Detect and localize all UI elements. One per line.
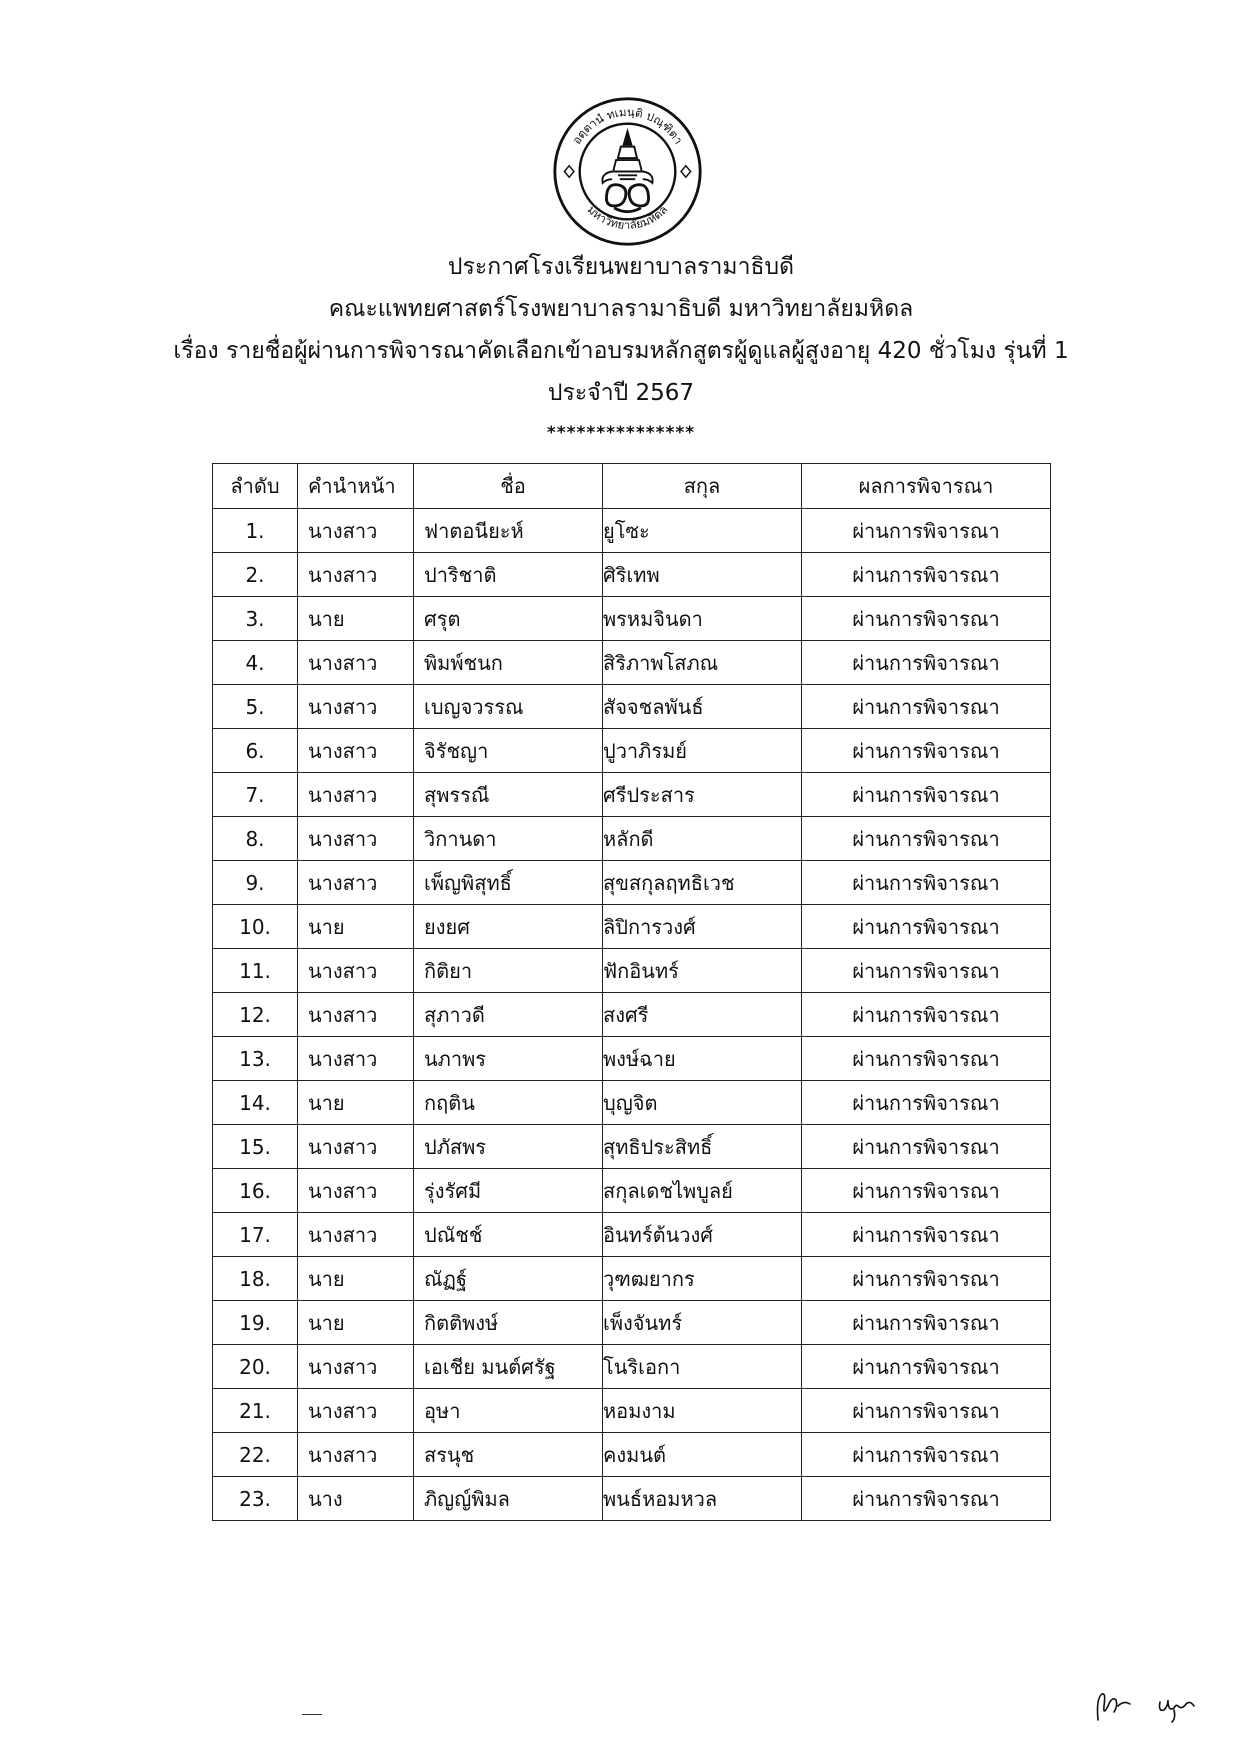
header-year: ประจำปี 2567 (547, 380, 695, 406)
cell-prefix: นางสาว (298, 1169, 414, 1213)
cell-number: 8. (213, 817, 298, 861)
cell-surname: สุขสกุลฤทธิเวช (603, 861, 802, 905)
cell-surname: พรหมจินดา (603, 597, 802, 641)
cell-prefix: นางสาว (298, 1345, 414, 1389)
cell-prefix: นางสาว (298, 1389, 414, 1433)
cell-surname: อินทร์ต้นวงศ์ (603, 1213, 802, 1257)
table-row (213, 1389, 1051, 1433)
cell-result: ผ่านการพิจารณา (802, 1301, 1051, 1345)
table-row (213, 1037, 1051, 1081)
cell-surname: สกุลเดชไพบูลย์ (603, 1169, 802, 1213)
cell-surname: ศิริเทพ (603, 553, 802, 597)
cell-firstname: จิรัชญา (414, 729, 603, 773)
table-row (213, 1213, 1051, 1257)
cell-number: 9. (213, 861, 298, 905)
cell-surname: คงมนต์ (603, 1433, 802, 1477)
table-row (213, 905, 1051, 949)
cell-result: ผ่านการพิจารณา (802, 861, 1051, 905)
table-row (213, 1301, 1051, 1345)
cell-firstname: ศรุต (414, 597, 603, 641)
cell-surname: วุฑฒยากร (603, 1257, 802, 1301)
cell-result: ผ่านการพิจารณา (802, 1389, 1051, 1433)
cell-firstname: พิมพ์ชนก (414, 641, 603, 685)
cell-surname: ปูวาภิรมย์ (603, 729, 802, 773)
cell-number: 1. (213, 509, 298, 553)
cell-result: ผ่านการพิจารณา (802, 641, 1051, 685)
results-table (212, 463, 1051, 1521)
column-header-firstname: ชื่อ (414, 464, 603, 509)
cell-prefix: นาย (298, 597, 414, 641)
cell-number: 3. (213, 597, 298, 641)
university-seal-logo (551, 95, 704, 248)
cell-number: 5. (213, 685, 298, 729)
cell-surname: หอมงาม (603, 1389, 802, 1433)
cell-result: ผ่านการพิจารณา (802, 553, 1051, 597)
cell-number: 22. (213, 1433, 298, 1477)
header-line-1: ประกาศโรงเรียนพยาบาลรามาธิบดี (447, 254, 795, 280)
cell-number: 15. (213, 1125, 298, 1169)
cell-result: ผ่านการพิจารณา (802, 773, 1051, 817)
cell-prefix: นางสาว (298, 685, 414, 729)
svg-text:มหาวิทยาลัยมหิดล (585, 203, 671, 232)
cell-number: 6. (213, 729, 298, 773)
cell-surname: ศรีประสาร (603, 773, 802, 817)
cell-firstname: กิตติพงษ์ (414, 1301, 603, 1345)
cell-firstname: ปภัสพร (414, 1125, 603, 1169)
header-subject: เรื่อง รายชื่อผู้ผ่านการพิจารณาคัดเลือกเข้าอบรมหลักสูตรผู้ดูแลผู้สูงอายุ 420 ชั่วโมง รุ่นที่ 1 (173, 338, 1069, 364)
cell-firstname: ยงยศ (414, 905, 603, 949)
cell-firstname: ฟาตอนียะห์ (414, 509, 603, 553)
table-row (213, 949, 1051, 993)
column-header-result: ผลการพิจารณา (802, 464, 1051, 509)
cell-number: 10. (213, 905, 298, 949)
cell-number: 16. (213, 1169, 298, 1213)
cell-result: ผ่านการพิจารณา (802, 1433, 1051, 1477)
seal-motto-text: อตฺตานํ ทเมนฺติ ปณฺฑิตา (569, 104, 686, 147)
cell-number: 18. (213, 1257, 298, 1301)
cell-number: 21. (213, 1389, 298, 1433)
cell-prefix: นางสาว (298, 641, 414, 685)
cell-surname: เพ็งจันทร์ (603, 1301, 802, 1345)
cell-number: 20. (213, 1345, 298, 1389)
table-row (213, 685, 1051, 729)
table-row (213, 817, 1051, 861)
cell-surname: สัจจชลพันธ์ (603, 685, 802, 729)
cell-number: 13. (213, 1037, 298, 1081)
cell-result: ผ่านการพิจารณา (802, 1081, 1051, 1125)
cell-surname: สุทธิประสิทธิ์ (603, 1125, 802, 1169)
table-row (213, 1125, 1051, 1169)
cell-prefix: นาง (298, 1477, 414, 1521)
cell-prefix: นาย (298, 905, 414, 949)
cell-prefix: นาย (298, 1301, 414, 1345)
cell-surname: สงศรี (603, 993, 802, 1037)
seal-university-text: มหาวิทยาลัยมหิดล (584, 202, 671, 232)
table-row (213, 993, 1051, 1037)
cell-surname: พนธ์หอมหวล (603, 1477, 802, 1521)
footer-dash-mark (302, 1714, 322, 1715)
table-row (213, 1433, 1051, 1477)
cell-result: ผ่านการพิจารณา (802, 1169, 1051, 1213)
cell-surname: ยูโซะ (603, 509, 802, 553)
cell-prefix: นางสาว (298, 509, 414, 553)
column-header-prefix: คำนำหน้า (298, 464, 414, 509)
cell-number: 4. (213, 641, 298, 685)
cell-firstname: ปณัชช์ (414, 1213, 603, 1257)
table-row (213, 1169, 1051, 1213)
table-row (213, 1257, 1051, 1301)
cell-firstname: สรนุช (414, 1433, 603, 1477)
cell-prefix: นางสาว (298, 729, 414, 773)
cell-surname: หลักดี (603, 817, 802, 861)
cell-prefix: นาย (298, 1257, 414, 1301)
cell-result: ผ่านการพิจารณา (802, 509, 1051, 553)
cell-number: 11. (213, 949, 298, 993)
cell-number: 17. (213, 1213, 298, 1257)
column-header-number: ลำดับ (213, 464, 298, 509)
table-header-row (213, 464, 1051, 509)
cell-firstname: เบญจวรรณ (414, 685, 603, 729)
cell-firstname: กฤติน (414, 1081, 603, 1125)
cell-prefix: นางสาว (298, 1433, 414, 1477)
cell-number: 23. (213, 1477, 298, 1521)
cell-surname: บุญจิต (603, 1081, 802, 1125)
cell-firstname: อุษา (414, 1389, 603, 1433)
table-row (213, 773, 1051, 817)
cell-surname: พงษ์ฉาย (603, 1037, 802, 1081)
handwritten-signature (1090, 1676, 1220, 1724)
cell-firstname: ภิญญ์พิมล (414, 1477, 603, 1521)
cell-prefix: นางสาว (298, 553, 414, 597)
cell-result: ผ่านการพิจารณา (802, 1037, 1051, 1081)
table-row (213, 641, 1051, 685)
header-separator-stars: *************** (546, 423, 696, 443)
cell-firstname: สุพรรณี (414, 773, 603, 817)
cell-prefix: นางสาว (298, 993, 414, 1037)
cell-firstname: เอเชีย มนต์ศรัฐ (414, 1345, 603, 1389)
cell-firstname: นภาพร (414, 1037, 603, 1081)
cell-result: ผ่านการพิจารณา (802, 1345, 1051, 1389)
cell-surname: ฟักอินทร์ (603, 949, 802, 993)
cell-firstname: ณัฏฐ์ (414, 1257, 603, 1301)
cell-prefix: นางสาว (298, 1213, 414, 1257)
cell-prefix: นางสาว (298, 861, 414, 905)
cell-firstname: ปาริชาติ (414, 553, 603, 597)
cell-surname: ลิปิการวงศ์ (603, 905, 802, 949)
cell-prefix: นางสาว (298, 1037, 414, 1081)
cell-firstname: สุภาวดี (414, 993, 603, 1037)
cell-result: ผ่านการพิจารณา (802, 949, 1051, 993)
announcement-header (0, 246, 1242, 414)
table-row (213, 729, 1051, 773)
table-row (213, 1081, 1051, 1125)
cell-result: ผ่านการพิจารณา (802, 1125, 1051, 1169)
table-row (213, 861, 1051, 905)
cell-result: ผ่านการพิจารณา (802, 597, 1051, 641)
cell-result: ผ่านการพิจารณา (802, 729, 1051, 773)
cell-firstname: รุ่งรัศมี (414, 1169, 603, 1213)
column-header-surname: สกุล (603, 464, 802, 509)
header-line-2: คณะแพทยศาสตร์โรงพยาบาลรามาธิบดี มหาวิทยาลัยมหิดล (328, 296, 914, 322)
cell-prefix: นางสาว (298, 1125, 414, 1169)
cell-number: 19. (213, 1301, 298, 1345)
cell-number: 14. (213, 1081, 298, 1125)
cell-firstname: เพ็ญพิสุทธิ์ (414, 861, 603, 905)
cell-result: ผ่านการพิจารณา (802, 1477, 1051, 1521)
cell-result: ผ่านการพิจารณา (802, 817, 1051, 861)
cell-prefix: นางสาว (298, 949, 414, 993)
cell-surname: สิริภาพโสภณ (603, 641, 802, 685)
cell-result: ผ่านการพิจารณา (802, 685, 1051, 729)
cell-firstname: กิติยา (414, 949, 603, 993)
cell-number: 12. (213, 993, 298, 1037)
cell-number: 2. (213, 553, 298, 597)
cell-firstname: วิกานดา (414, 817, 603, 861)
table-row (213, 553, 1051, 597)
table-row (213, 1477, 1051, 1521)
cell-result: ผ่านการพิจารณา (802, 993, 1051, 1037)
table-row (213, 1345, 1051, 1389)
cell-prefix: นาย (298, 1081, 414, 1125)
cell-prefix: นางสาว (298, 773, 414, 817)
cell-number: 7. (213, 773, 298, 817)
cell-result: ผ่านการพิจารณา (802, 1257, 1051, 1301)
table-row (213, 509, 1051, 553)
table-row (213, 597, 1051, 641)
cell-surname: โนริเอกา (603, 1345, 802, 1389)
cell-prefix: นางสาว (298, 817, 414, 861)
cell-result: ผ่านการพิจารณา (802, 905, 1051, 949)
cell-result: ผ่านการพิจารณา (802, 1213, 1051, 1257)
